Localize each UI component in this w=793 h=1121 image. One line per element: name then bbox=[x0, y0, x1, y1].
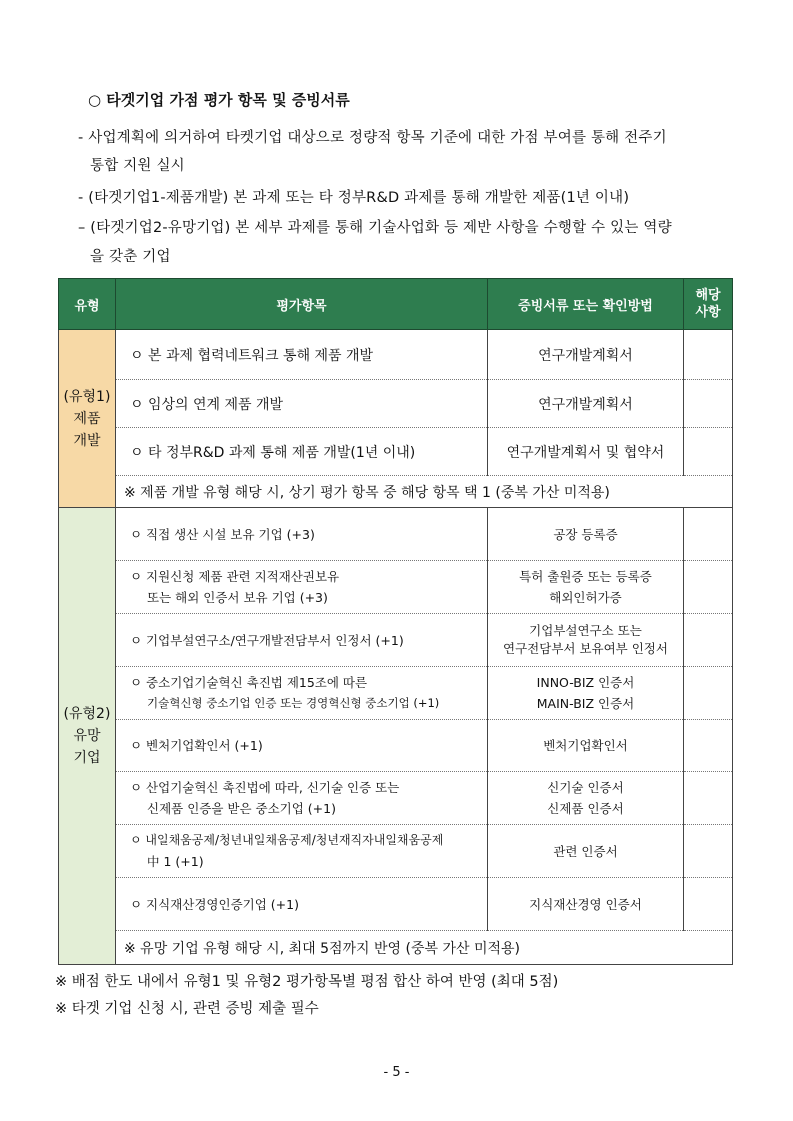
type2-label-line-2: 유망 bbox=[73, 728, 101, 744]
type2-check-7[interactable] bbox=[684, 825, 733, 878]
table-header-row bbox=[59, 279, 733, 330]
type1-evidence-2: 연구개발계획서 bbox=[488, 380, 684, 428]
type2-evidence-3 bbox=[488, 614, 684, 667]
type2-label-line-1: (유형2) bbox=[63, 706, 111, 722]
type2-evidence-4-line-1: INNO-BIZ 인증서 bbox=[536, 675, 635, 690]
type2-item-4-line-1: ㅇ 중소기업기술혁신 촉진법 제15조에 따른 bbox=[130, 675, 368, 690]
header-item: 평가항목 bbox=[116, 279, 488, 330]
type2-item-2-line-1: ㅇ 지원신청 제품 관련 지적재산권보유 bbox=[130, 569, 340, 584]
type2-item-5-text: ㅇ 벤처기업확인서 (+1) bbox=[130, 738, 263, 753]
type2-check-4[interactable] bbox=[684, 667, 733, 720]
type1-label-line-3: 개발 bbox=[73, 432, 101, 449]
type2-evidence-6-line-1: 신기술 인증서 bbox=[547, 780, 624, 795]
type2-evidence-1-text: 공장 등록증 bbox=[553, 526, 618, 542]
type1-evidence-1: 연구개발계획서 bbox=[488, 330, 684, 380]
type1-label-line-1: (유형1) bbox=[63, 388, 111, 405]
type2-evidence-8 bbox=[488, 878, 684, 931]
header-check bbox=[684, 279, 733, 330]
table-row bbox=[59, 720, 733, 772]
table-row bbox=[59, 428, 733, 476]
page-number: - 5 - bbox=[383, 1065, 410, 1080]
type2-item-7 bbox=[116, 825, 488, 878]
type2-evidence-6 bbox=[488, 772, 684, 825]
type2-check-1[interactable] bbox=[684, 508, 733, 561]
type2-check-8[interactable] bbox=[684, 878, 733, 931]
table-row bbox=[59, 931, 733, 965]
type2-item-6 bbox=[116, 772, 488, 825]
type1-check-3[interactable] bbox=[684, 428, 733, 476]
type2-check-2[interactable] bbox=[684, 561, 733, 614]
type2-item-2-line-2: 또는 해외 인증서 보유 기업 (+3) bbox=[147, 590, 328, 605]
footnote-2: ※ 타겟 기업 신청 시, 관련 증빙 제출 필수 bbox=[55, 1001, 319, 1017]
table-row bbox=[59, 380, 733, 428]
type1-item-1: ㅇ 본 과제 협력네트워크 통해 제품 개발 bbox=[116, 330, 488, 380]
type1-label bbox=[59, 330, 116, 508]
type2-evidence-6-line-2: 신제품 인증서 bbox=[547, 801, 624, 816]
type2-evidence-2-line-1: 특허 출원증 또는 등록증 bbox=[519, 569, 652, 584]
type2-evidence-8-text: 지식재산경영 인증서 bbox=[529, 896, 642, 912]
type2-note: ※ 유망 기업 유형 해당 시, 최대 5점까지 반영 (중복 가산 미적용) bbox=[116, 931, 733, 965]
type2-item-1-text: ㅇ 직접 생산 시설 보유 기업 (+3) bbox=[130, 526, 315, 542]
bullet-1 bbox=[78, 126, 667, 147]
type2-evidence-5-text: 벤처기업확인서 bbox=[543, 738, 628, 753]
type2-evidence-2-line-2: 해외인허가증 bbox=[549, 590, 622, 605]
header-type: 유형 bbox=[59, 279, 116, 330]
bullet-1-line-1: - 사업계획에 의거하여 타켓기업 대상으로 정량적 항목 기준에 대한 가점 부여를 통해 전주기 bbox=[78, 130, 667, 146]
type2-label bbox=[59, 508, 116, 965]
table-row bbox=[59, 330, 733, 380]
type2-evidence-4 bbox=[488, 667, 684, 720]
table-row bbox=[59, 614, 733, 667]
table-row bbox=[59, 561, 733, 614]
type2-item-4-line-2: 기술혁신형 중소기업 인증 또는 경영혁신형 중소기업 (+1) bbox=[147, 696, 440, 710]
table-row bbox=[59, 476, 733, 508]
type2-evidence-7 bbox=[488, 825, 684, 878]
type2-item-8 bbox=[116, 878, 488, 931]
type1-item-3: ㅇ 타 정부R&D 과제 통해 제품 개발(1년 이내) bbox=[116, 428, 488, 476]
type2-evidence-1 bbox=[488, 508, 684, 561]
table-row bbox=[59, 878, 733, 931]
evaluation-table bbox=[58, 278, 733, 965]
type2-item-7-line-2: 中 1 (+1) bbox=[147, 854, 204, 869]
type2-evidence-2 bbox=[488, 561, 684, 614]
type1-evidence-3: 연구개발계획서 및 협약서 bbox=[488, 428, 684, 476]
section-heading: ○ 타겟기업 가점 평가 항목 및 증빙서류 bbox=[88, 91, 350, 109]
type2-item-1 bbox=[116, 508, 488, 561]
type2-evidence-3-line-1: 기업부설연구소 또는 bbox=[529, 623, 642, 638]
type2-item-7-line-1: ㅇ 내일채움공제/청년내일채움공제/청년재직자내일채움공제 bbox=[130, 833, 444, 847]
bullet-3-line-1: – (타겟기업2-유망기업) 본 세부 과제를 통해 기술사업화 등 제반 사항을 수행할 수 있는 역량 bbox=[78, 220, 672, 236]
type1-note: ※ 제품 개발 유형 해당 시, 상기 평가 항목 중 해당 항목 택 1 (중복 가산 미적용) bbox=[116, 476, 733, 508]
type2-evidence-4-line-2: MAIN-BIZ 인증서 bbox=[536, 696, 635, 711]
type2-evidence-7-text: 관련 인증서 bbox=[553, 843, 618, 859]
type1-label-line-2: 제품 bbox=[73, 410, 101, 427]
type2-item-4 bbox=[116, 667, 488, 720]
table-row bbox=[59, 508, 733, 561]
type2-item-6-line-2: 신제품 인증을 받은 중소기업 (+1) bbox=[147, 801, 336, 816]
type1-check-2[interactable] bbox=[684, 380, 733, 428]
type2-check-3[interactable] bbox=[684, 614, 733, 667]
type2-label-line-3: 기업 bbox=[73, 750, 101, 766]
type1-item-2: ㅇ 임상의 연계 제품 개발 bbox=[116, 380, 488, 428]
bullet-1-line-2: 통합 지원 실시 bbox=[90, 158, 185, 174]
type1-check-1[interactable] bbox=[684, 330, 733, 380]
table-row bbox=[59, 825, 733, 878]
type2-evidence-3-line-2: 연구전담부서 보유여부 인정서 bbox=[503, 641, 668, 656]
type2-item-3-text: ㅇ 기업부설연구소/연구개발전담부서 인정서 (+1) bbox=[130, 632, 404, 648]
footnote-1: ※ 배점 한도 내에서 유형1 및 유형2 평가항목별 평점 합산 하여 반영 (최대 5점) bbox=[55, 974, 559, 990]
type2-check-6[interactable] bbox=[684, 772, 733, 825]
bullet-3-line-2: 을 갖춘 기업 bbox=[90, 249, 171, 265]
header-evidence: 증빙서류 또는 확인방법 bbox=[488, 279, 684, 330]
type2-evidence-5 bbox=[488, 720, 684, 772]
table-row bbox=[59, 667, 733, 720]
header-check-line-2: 사항 bbox=[695, 305, 721, 320]
type2-item-5 bbox=[116, 720, 488, 772]
type2-item-3 bbox=[116, 614, 488, 667]
table-row bbox=[59, 772, 733, 825]
type2-check-5[interactable] bbox=[684, 720, 733, 772]
type2-item-6-line-1: ㅇ 산업기술혁신 촉진법에 따라, 신기술 인증 또는 bbox=[130, 780, 400, 795]
type2-item-8-text: ㅇ 지식재산경영인증기업 (+1) bbox=[130, 896, 299, 912]
header-check-line-1: 해당 bbox=[695, 288, 721, 303]
type2-item-2 bbox=[116, 561, 488, 614]
bullet-2: - (타겟기업1-제품개발) 본 과제 또는 타 정부R&D 과제를 통해 개발한 제품(1년 이내) bbox=[78, 190, 630, 206]
